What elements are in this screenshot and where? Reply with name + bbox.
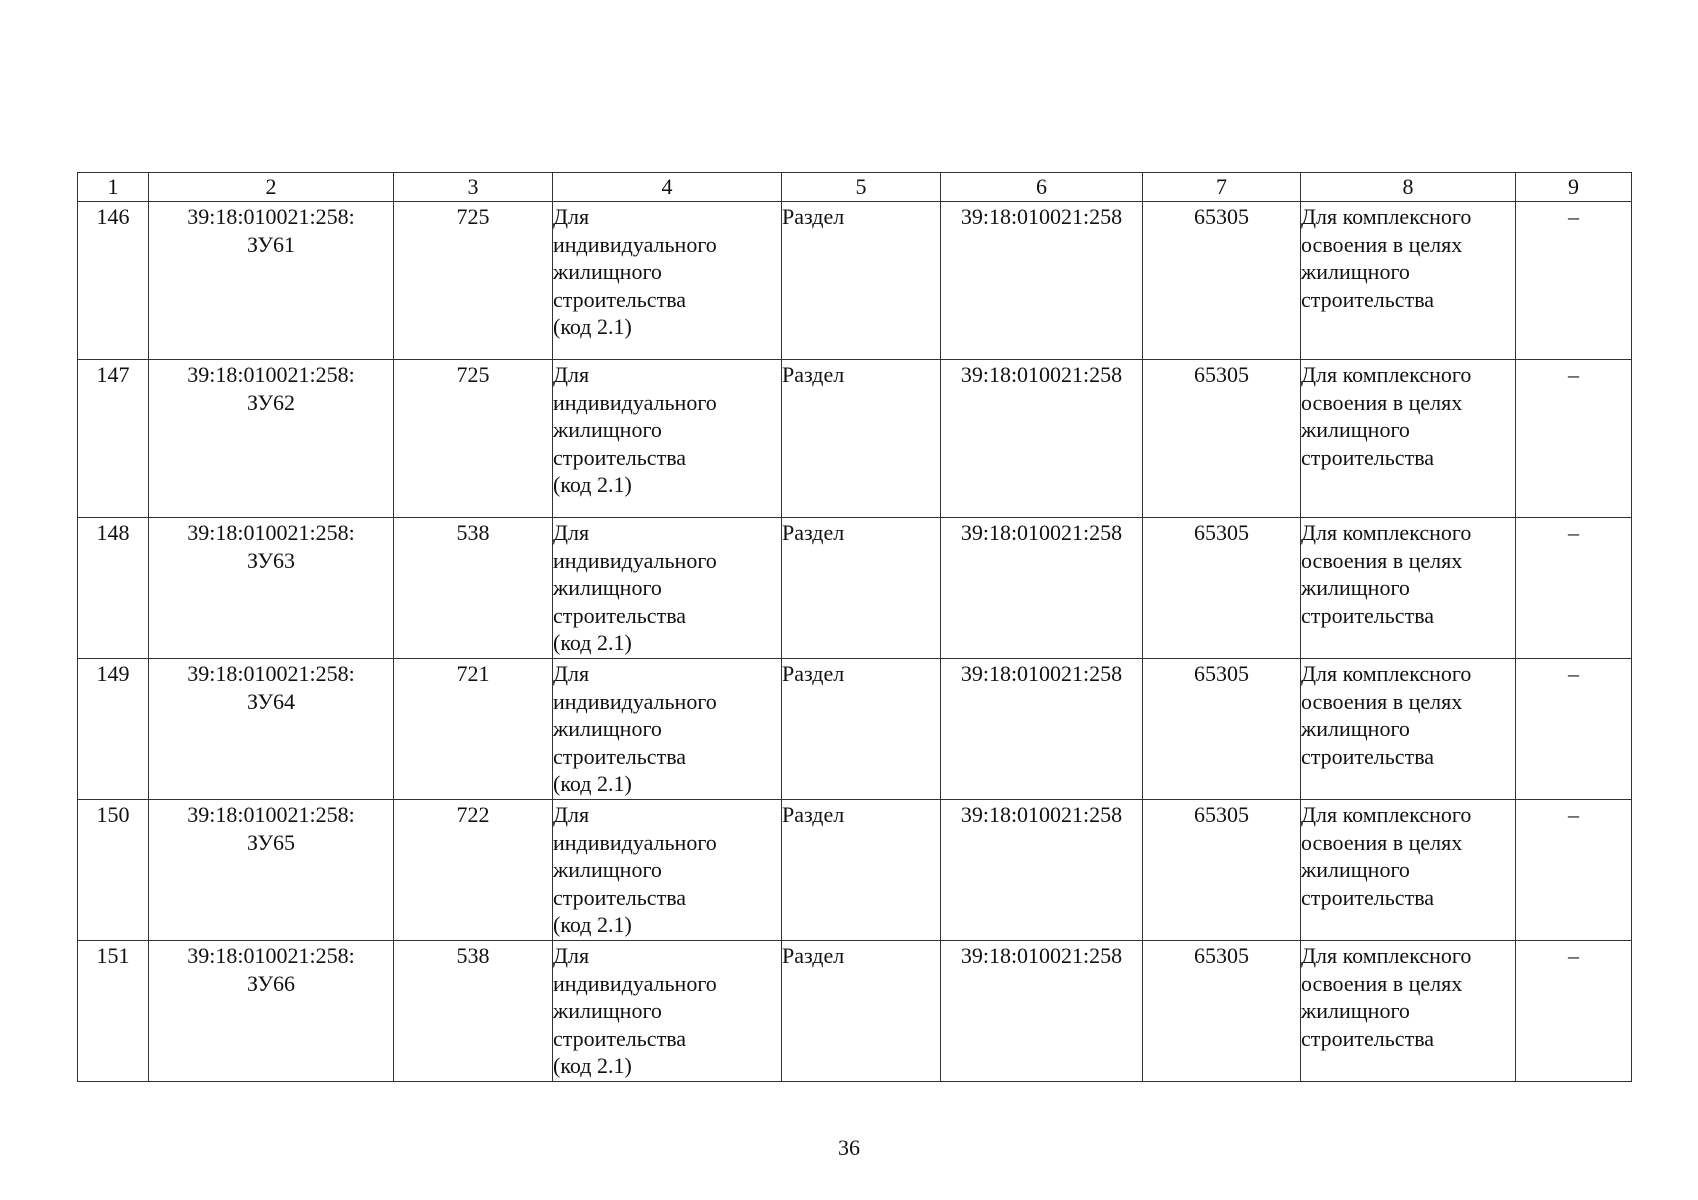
cadastral-number-cell: 39:18:010021:258: ЗУ64 bbox=[149, 659, 394, 800]
column-header: 9 bbox=[1516, 173, 1632, 202]
table-row bbox=[78, 202, 1632, 360]
table-row bbox=[78, 659, 1632, 800]
formation-method-cell: Раздел bbox=[782, 360, 941, 518]
column-header: 1 bbox=[78, 173, 149, 202]
row-number-cell: 148 bbox=[78, 518, 149, 659]
source-use-cell: Для комплексного освоения в целях жилищного строительства bbox=[1301, 659, 1516, 800]
cadastral-number-cell: 39:18:010021:258: ЗУ61 bbox=[149, 202, 394, 360]
table-row bbox=[78, 800, 1632, 941]
source-area-cell: 65305 bbox=[1143, 659, 1301, 800]
area-cell: 538 bbox=[394, 518, 553, 659]
column-number-row bbox=[78, 173, 1632, 202]
source-use-cell: Для комплексного освоения в целях жилищного строительства bbox=[1301, 941, 1516, 1082]
formation-method-cell: Раздел bbox=[782, 202, 941, 360]
source-parcel-cell: 39:18:010021:258 bbox=[941, 800, 1143, 941]
source-use-cell: Для комплексного освоения в целях жилищного строительства bbox=[1301, 360, 1516, 518]
area-cell: 721 bbox=[394, 659, 553, 800]
row-number-cell: 151 bbox=[78, 941, 149, 1082]
cadastral-number-cell: 39:18:010021:258: ЗУ63 bbox=[149, 518, 394, 659]
row-number-cell: 147 bbox=[78, 360, 149, 518]
area-cell: 722 bbox=[394, 800, 553, 941]
area-cell: 538 bbox=[394, 941, 553, 1082]
source-area-cell: 65305 bbox=[1143, 941, 1301, 1082]
source-parcel-cell: 39:18:010021:258 bbox=[941, 360, 1143, 518]
cadastral-number-cell: 39:18:010021:258: ЗУ65 bbox=[149, 800, 394, 941]
column-header: 3 bbox=[394, 173, 553, 202]
area-cell: 725 bbox=[394, 360, 553, 518]
source-use-cell: Для комплексного освоения в целях жилищного строительства bbox=[1301, 518, 1516, 659]
column-header: 4 bbox=[553, 173, 782, 202]
column-header: 7 bbox=[1143, 173, 1301, 202]
row-number-cell: 149 bbox=[78, 659, 149, 800]
row-number-cell: 150 bbox=[78, 800, 149, 941]
table-row bbox=[78, 941, 1632, 1082]
column-header: 2 bbox=[149, 173, 394, 202]
land-parcels-table bbox=[77, 172, 1632, 1082]
formation-method-cell: Раздел bbox=[782, 518, 941, 659]
permitted-use-cell: Для индивидуального жилищного строительства (код 2.1) bbox=[553, 360, 782, 518]
permitted-use-cell: Для индивидуального жилищного строительства (код 2.1) bbox=[553, 659, 782, 800]
source-area-cell: 65305 bbox=[1143, 800, 1301, 941]
source-use-cell: Для комплексного освоения в целях жилищного строительства bbox=[1301, 202, 1516, 360]
source-parcel-cell: 39:18:010021:258 bbox=[941, 941, 1143, 1082]
permitted-use-cell: Для индивидуального жилищного строительства (код 2.1) bbox=[553, 941, 782, 1082]
source-area-cell: 65305 bbox=[1143, 518, 1301, 659]
permitted-use-cell: Для индивидуального жилищного строительства (код 2.1) bbox=[553, 202, 782, 360]
source-use-cell: Для комплексного освоения в целях жилищного строительства bbox=[1301, 800, 1516, 941]
note-cell: – bbox=[1516, 659, 1632, 800]
row-number-cell: 146 bbox=[78, 202, 149, 360]
formation-method-cell: Раздел bbox=[782, 941, 941, 1082]
source-area-cell: 65305 bbox=[1143, 360, 1301, 518]
column-header: 8 bbox=[1301, 173, 1516, 202]
note-cell: – bbox=[1516, 360, 1632, 518]
cadastral-number-cell: 39:18:010021:258: ЗУ62 bbox=[149, 360, 394, 518]
source-area-cell: 65305 bbox=[1143, 202, 1301, 360]
page-number: 36 bbox=[838, 1135, 860, 1160]
note-cell: – bbox=[1516, 202, 1632, 360]
permitted-use-cell: Для индивидуального жилищного строительства (код 2.1) bbox=[553, 518, 782, 659]
table-row bbox=[78, 518, 1632, 659]
source-parcel-cell: 39:18:010021:258 bbox=[941, 202, 1143, 360]
note-cell: – bbox=[1516, 941, 1632, 1082]
source-parcel-cell: 39:18:010021:258 bbox=[941, 518, 1143, 659]
note-cell: – bbox=[1516, 800, 1632, 941]
permitted-use-cell: Для индивидуального жилищного строительства (код 2.1) bbox=[553, 800, 782, 941]
note-cell: – bbox=[1516, 518, 1632, 659]
source-parcel-cell: 39:18:010021:258 bbox=[941, 659, 1143, 800]
column-header: 6 bbox=[941, 173, 1143, 202]
formation-method-cell: Раздел bbox=[782, 800, 941, 941]
cadastral-number-cell: 39:18:010021:258: ЗУ66 bbox=[149, 941, 394, 1082]
area-cell: 725 bbox=[394, 202, 553, 360]
formation-method-cell: Раздел bbox=[782, 659, 941, 800]
column-header: 5 bbox=[782, 173, 941, 202]
table-row bbox=[78, 360, 1632, 518]
